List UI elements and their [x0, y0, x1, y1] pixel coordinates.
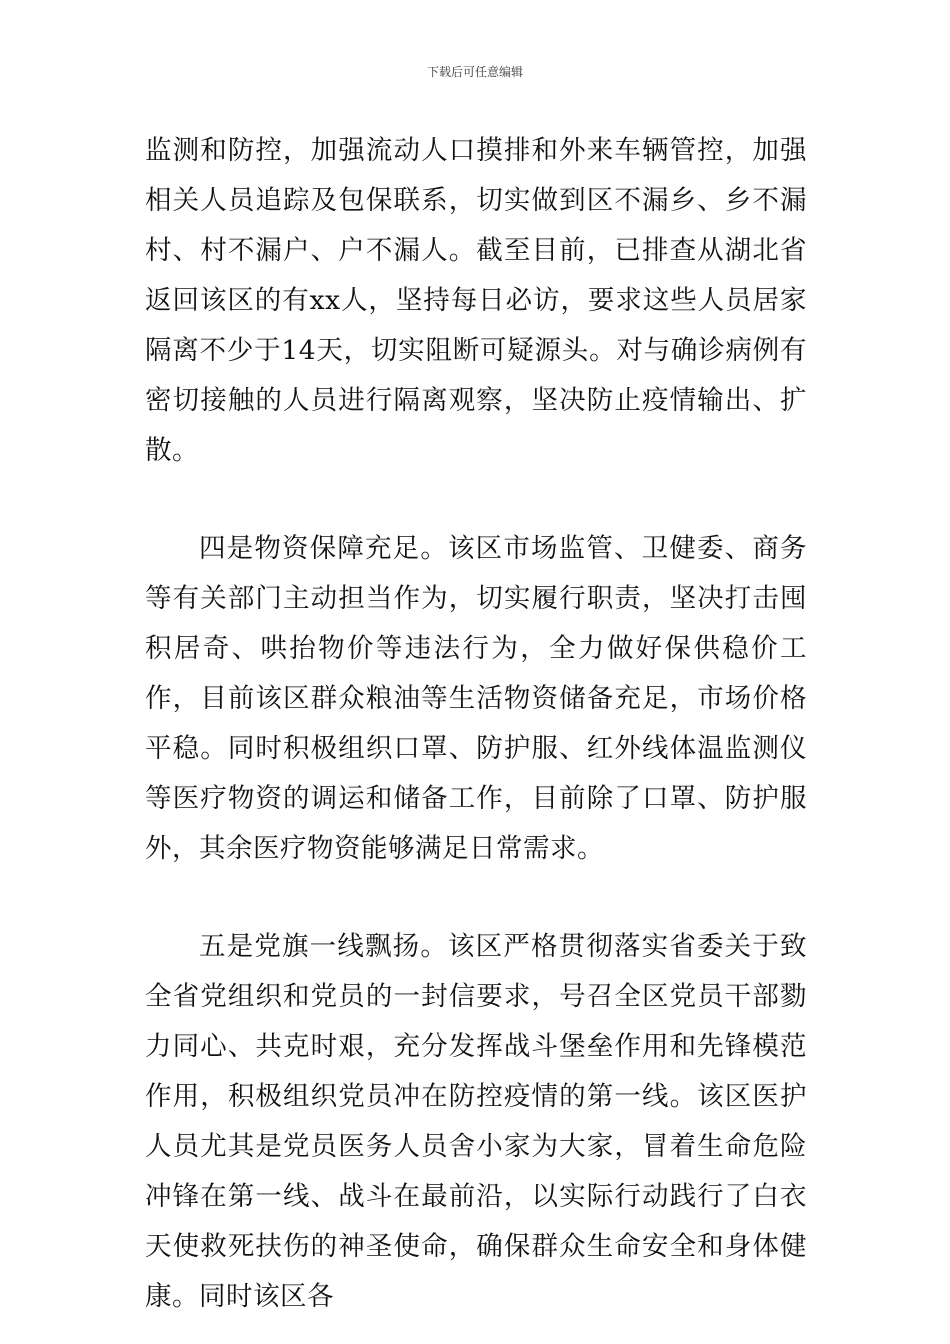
page-header: 下载后可任意编辑 — [426, 65, 523, 79]
document-body — [145, 126, 807, 1322]
paragraph-gap — [145, 476, 807, 524]
paragraph-party-flag: 五是党旗一线飘扬。该区严格贯彻落实省委关于致全省党组织和党员的一封信要求，号召全区党员干部勠力同心、共克时艰，充分发挥战斗堡垒作用和先锋模范作用，积极组织党员冲在防控疫情的第一线。该区医护人员尤其是党员医务人员舍小家为大家，冒着生命危险冲锋在第一线、战斗在最前沿，以实际行动践行了白衣天使救死扶伤的神圣使命，确保群众生命安全和身体健康。同时该区各 — [145, 931, 807, 1312]
paragraph-material-supply: 四是物资保障充足。该区市场监管、卫健委、商务等有关部门主动担当作为，切实履行职责，坚决打击囤积居奇、哄抬物价等违法行为，全力做好保供稳价工作，目前该区群众粮油等生活物资储备充足，市场价格平稳。同时积极组织口罩、防护服、红外线体温监测仪等医疗物资的调运和储备工作，目前除了口罩、防护服外，其余医疗物资能够满足日常需求。 — [145, 533, 807, 864]
paragraph-continuation: 监测和防控，加强流动人口摸排和外来车辆管控，加强相关人员追踪及包保联系，切实做到区不漏乡、乡不漏村、村不漏户、户不漏人。截至目前，已排查从湖北省返回该区的有xx人，坚持每日必访，要求这些人员居家隔离不少于14天，切实阻断可疑源头。对与确诊病例有密切接触的人员进行隔离观察，坚决防止疫情输出、扩散。 — [145, 135, 807, 466]
paragraph-gap — [145, 874, 807, 922]
